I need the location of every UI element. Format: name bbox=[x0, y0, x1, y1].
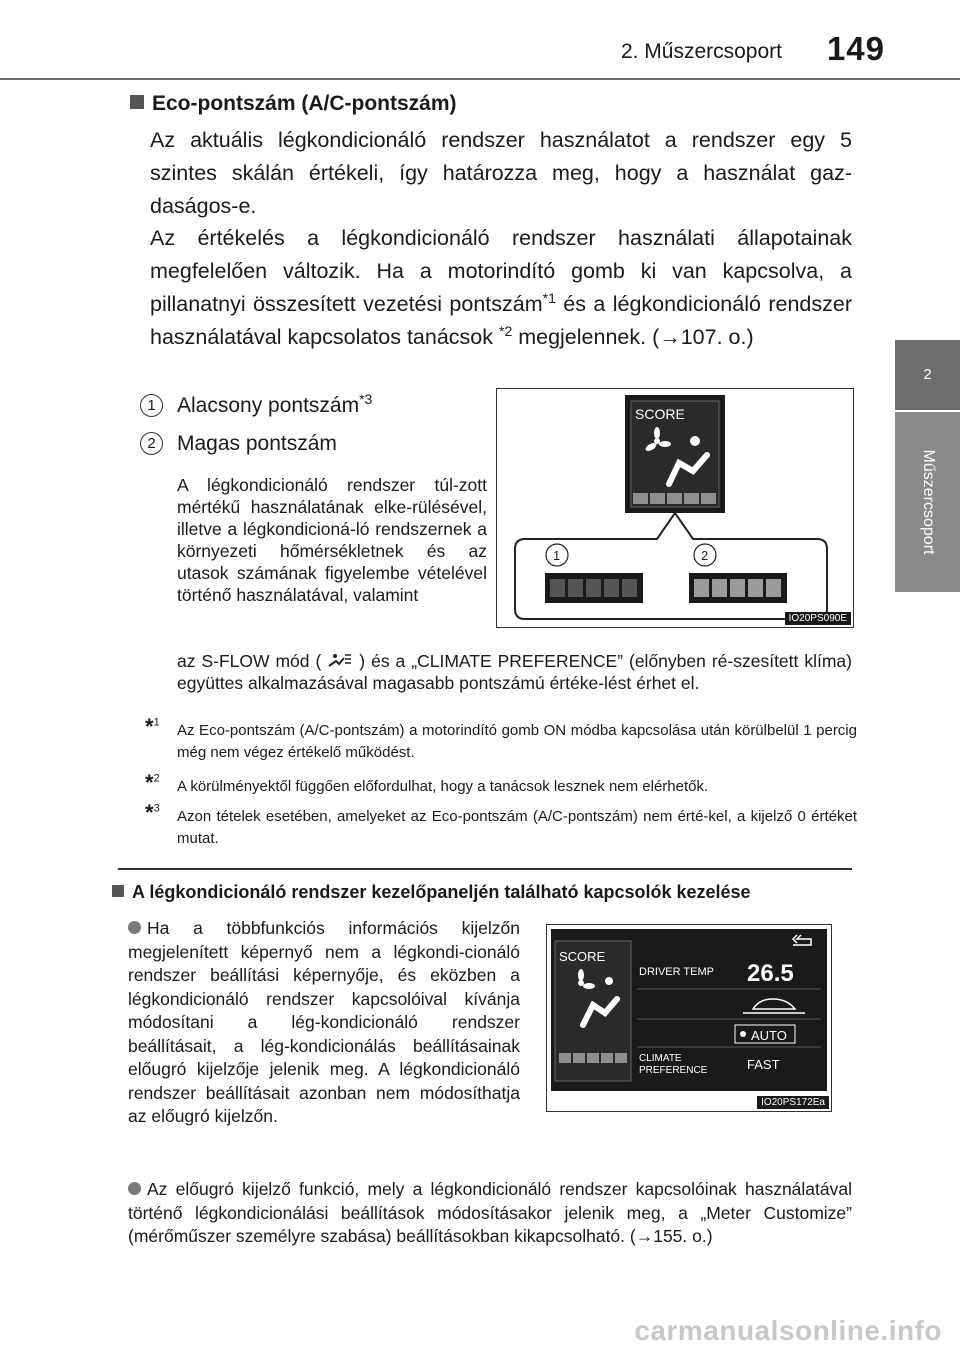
fast-label: FAST bbox=[747, 1057, 780, 1072]
footnote-1 bbox=[145, 714, 857, 764]
footnote-2-mark: *$^2$ bbox=[145, 770, 160, 795]
figure-2-code: IO20PS172Ea bbox=[757, 1096, 829, 1109]
bullet-2 bbox=[128, 1178, 852, 1249]
section-2-title-text: A légkondicionáló rendszer kezelőpaneljén található kapcsolók kezelése bbox=[132, 882, 751, 902]
s-flow-icon bbox=[327, 652, 353, 670]
item-2-description-cont bbox=[177, 650, 852, 694]
item-2-label: Magas pontszám bbox=[177, 432, 337, 455]
fan-auto-icon bbox=[740, 1031, 746, 1037]
footnote-2-text: A körülményektől függően előfordulhat, hogy a tanácsok lesznek nem elérhetők. bbox=[177, 778, 709, 795]
footnote-ref-3: *3 bbox=[359, 391, 373, 407]
page-number: 149 bbox=[826, 30, 885, 67]
climate-pref-line2: PREFERENCE bbox=[639, 1065, 708, 1076]
driver-temp-label: DRIVER TEMP bbox=[639, 966, 714, 978]
footnote-3-mark: *$^3$ bbox=[145, 800, 160, 825]
section-title bbox=[130, 92, 457, 116]
section-divider bbox=[118, 868, 852, 870]
section-2-title bbox=[112, 882, 751, 903]
footnote-3 bbox=[145, 800, 857, 850]
popup-figure bbox=[546, 924, 832, 1112]
bullet-1 bbox=[128, 917, 520, 1129]
auto-label: AUTO bbox=[751, 1028, 787, 1043]
side-tab bbox=[895, 412, 960, 592]
item-2-desc-c: ) és a „CLIMATE PREFERENCE” (előnyben ré-szesített klíma) együttes alkalmazásával magasabb pontszámú értéke-lést érhet el. bbox=[177, 651, 852, 693]
chapter-title: 2. Műszercsoport bbox=[620, 40, 782, 63]
item-low-score bbox=[140, 391, 373, 418]
temp-value: 26.5 bbox=[747, 960, 794, 987]
footnote-1-text: Az Eco-pontszám (A/C-pontszám) a motorindító gomb ON módba kapcsolása után körülbelül 1 percig még nem végez értékelő működést. bbox=[177, 722, 857, 761]
popup-screen-drawing bbox=[547, 925, 831, 1095]
paragraph-2-text-c: megjelennek. (→107. o.) bbox=[512, 325, 754, 349]
section-title-text: Eco-pontszám (A/C-pontszám) bbox=[152, 92, 457, 115]
footnote-3-text: Azon tételek esetében, amelyeket az Eco-pontszám (A/C-pontszám) nem érté-kel, a kijelző 0 értéket mutat. bbox=[177, 808, 857, 847]
fig-callout-1: 1 bbox=[553, 548, 561, 563]
square-bullet-icon bbox=[112, 885, 124, 897]
bullet-dot-icon bbox=[128, 921, 141, 934]
footnote-1-mark: *$^1$ bbox=[145, 714, 160, 739]
item-2-description: A légkondicionáló rendszer túl-zott mértékű használatának elke-rülésével, illetve a légkondicioná-ló rendszernek a környezeti hőmérsékletnek és az utasok számának figyelembe vételével történő használatával, valamint bbox=[177, 475, 487, 605]
paragraph-2 bbox=[150, 222, 852, 354]
paragraph-2-text-b: és a légkondicionáló rendszer használatával kapcsolatos tanácsok bbox=[150, 292, 852, 349]
item-high-score bbox=[140, 432, 337, 456]
paragraph-1: Az aktuális légkondicionáló rendszer használatot a rendszer egy 5 szintes skálán értékeli, így határozza meg, hogy a használat gaz-daságos-e. bbox=[150, 128, 852, 218]
item-1-label: Alacsony pontszám bbox=[177, 394, 360, 417]
figure-1-code: IO20PS090E bbox=[785, 612, 851, 625]
score-segments bbox=[633, 493, 716, 504]
score-figure-drawing bbox=[497, 389, 853, 627]
footnote-ref-2: *2 bbox=[499, 322, 513, 339]
bullet-2-text: Az előugró kijelző funkció, mely a légkondicionáló rendszer kapcsolóinak használatával történő légkondicionálási beállítások módosításakor jelenik meg, a „Meter Customize” (mérőműszer személyre szabása) beállításokban kikapcsolható. (→155. o.) bbox=[128, 1179, 852, 1246]
popup-score-label: SCORE bbox=[559, 949, 606, 964]
callout-2-icon: 2 bbox=[140, 432, 163, 455]
svg-text:SCORE: SCORE bbox=[635, 406, 685, 422]
footnote-ref-1: *1 bbox=[542, 289, 556, 306]
side-tab-label: Műszercsoport bbox=[919, 449, 937, 555]
fig-callout-2: 2 bbox=[701, 548, 709, 563]
watermark: carmanualsonline.info bbox=[634, 1315, 942, 1346]
callout-1-icon: 1 bbox=[140, 394, 163, 417]
climate-pref-line1: CLIMATE bbox=[639, 1053, 682, 1064]
item-2-desc-b: az S-FLOW mód ( bbox=[177, 651, 322, 671]
side-tab-number: 2 bbox=[895, 340, 960, 410]
bullet-1-text: Ha a többfunkciós információs kijelzőn megjelenített képernyő nem a légkondi-cionáló rendszer beállítási képernyője, és eközben a légkondicionáló rendszer kapcsolóival kívánja módosítani a lég-kondicionáló rendszer beállításait, a lég-kondicionálás beállításainak előugró kijelzője jelenik meg. A légkondicionáló rendszer beállításait azonban nem módosíthatja az előugró kijelzőn. bbox=[128, 918, 520, 1126]
paragraph-2-text-a: Az értékelés a légkondicionáló rendszer használati állapotainak megfelelően változik. Ha a motorindító gomb ki van kapcsolva, a pillanatnyi összesített vezetési pontszám bbox=[150, 226, 852, 316]
footnote-2 bbox=[145, 770, 857, 798]
header-divider bbox=[0, 78, 960, 80]
square-bullet-icon bbox=[130, 95, 144, 109]
bullet-dot-icon bbox=[128, 1182, 141, 1195]
score-figure bbox=[496, 388, 854, 628]
